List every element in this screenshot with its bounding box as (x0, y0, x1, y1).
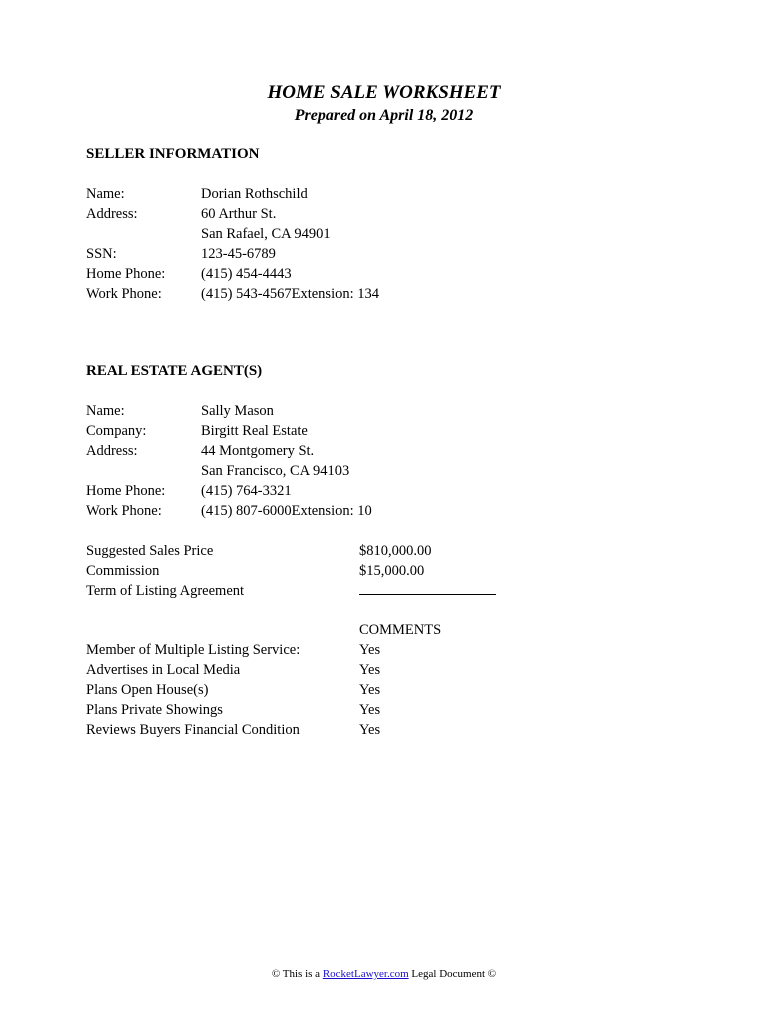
row-value: 60 Arthur St. (201, 206, 277, 223)
row-value: Dorian Rothschild (201, 186, 308, 202)
listing-term-blank-line (359, 581, 496, 601)
open-house-row (86, 680, 686, 700)
agent-home-phone-row (86, 481, 686, 501)
listing-term-row (86, 581, 686, 601)
row-label: Work Phone: (86, 286, 162, 303)
row-value: 44 Montgomery St. (201, 443, 315, 460)
row-label: Plans Private Showings (86, 702, 223, 719)
row-label: Member of Multiple Listing Service: (86, 642, 301, 659)
row-value: (415) 454-4443 (201, 266, 292, 283)
seller-home-phone-row (86, 264, 686, 284)
agent-company-row (86, 421, 686, 441)
row-label: Commission (86, 563, 160, 580)
row-label: Company: (86, 423, 147, 440)
agent-services-list (86, 620, 686, 741)
seller-ssn-row (86, 244, 686, 264)
agent-info-list (86, 401, 686, 522)
row-label: Reviews Buyers Financial Condition (86, 722, 300, 739)
row-value: Yes (359, 642, 381, 659)
row-value: (415) 807-6000Extension: 10 (201, 503, 372, 520)
row-value: 123-45-6789 (201, 246, 276, 263)
row-label: Address: (86, 206, 138, 223)
row-value: Birgitt Real Estate (201, 423, 308, 440)
agent-name-row (86, 401, 686, 421)
seller-name-row (86, 184, 686, 204)
buyer-financial-row (86, 720, 686, 740)
document-subtitle: Prepared on April 18, 2012 (294, 107, 474, 124)
seller-address-row (86, 204, 686, 224)
row-value: Sally Mason (201, 403, 274, 419)
row-label: Address: (86, 443, 138, 460)
sales-price-row (86, 541, 686, 561)
agent-address-row (86, 441, 686, 461)
comments-heading-row (86, 620, 686, 640)
row-value: $810,000.00 (359, 543, 432, 559)
document-title: HOME SALE WORKSHEET (267, 82, 501, 103)
seller-work-phone-row (86, 284, 686, 304)
row-label: Suggested Sales Price (86, 543, 214, 559)
row-label: Plans Open House(s) (86, 682, 209, 699)
agent-section-heading: REAL ESTATE AGENT(S) (86, 363, 263, 379)
row-value: (415) 543-4567Extension: 134 (201, 286, 380, 303)
row-value: $15,000.00 (359, 563, 425, 580)
agent-address-line2-row (86, 461, 686, 481)
comments-heading: COMMENTS (359, 622, 442, 638)
agent-work-phone-row (86, 501, 686, 521)
footer-prefix: © This is a (271, 968, 323, 980)
row-value: Yes (359, 662, 381, 679)
row-label: Term of Listing Agreement (86, 583, 245, 600)
row-label: Home Phone: (86, 483, 166, 500)
row-value: San Rafael, CA 94901 (201, 226, 331, 243)
row-value: (415) 764-3321 (201, 483, 292, 500)
mls-member-row (86, 640, 686, 660)
listing-terms-list (86, 541, 686, 601)
row-label: Work Phone: (86, 503, 162, 520)
row-label: Home Phone: (86, 266, 166, 283)
commission-row (86, 561, 686, 581)
row-label: SSN: (86, 246, 117, 263)
document-footer (0, 966, 768, 982)
row-value: San Francisco, CA 94103 (201, 463, 350, 480)
row-label: Advertises in Local Media (86, 662, 241, 679)
seller-info-list (86, 184, 686, 305)
row-value: Yes (359, 702, 381, 719)
footer-suffix: Legal Document © (408, 968, 497, 980)
rocketlawyer-link[interactable]: RocketLawyer.com (322, 968, 409, 980)
row-label: Name: (86, 186, 125, 202)
seller-address-line2-row (86, 224, 686, 244)
row-value: Yes (359, 682, 381, 699)
private-showings-row (86, 700, 686, 720)
row-label: Name: (86, 403, 125, 419)
seller-section-heading: SELLER INFORMATION (86, 146, 260, 162)
local-media-row (86, 660, 686, 680)
row-value: Yes (359, 722, 381, 739)
fill-in-line (359, 581, 496, 595)
